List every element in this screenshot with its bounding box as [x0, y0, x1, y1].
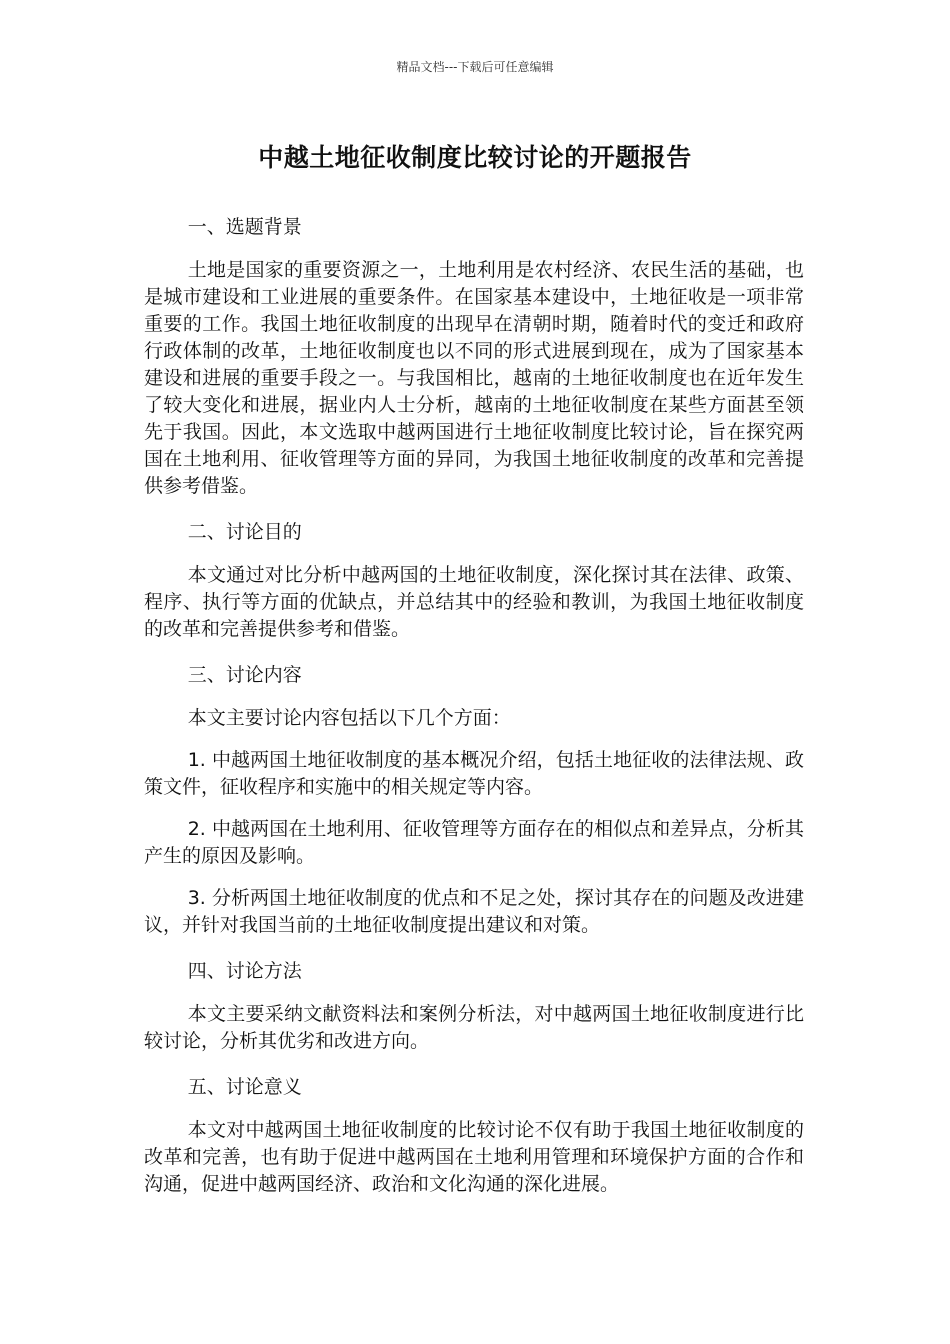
section-background [144, 210, 804, 500]
paragraph: 土地是国家的重要资源之一，土地利用是农村经济、农民生活的基础，也是城市建设和工业进展的重要条件。在国家基本建设中，土地征收是一项非常重要的工作。我国土地征收制度的出现早在清朝时期，随着时代的变迁和政府行政体制的改革，土地征收制度也以不同的形式进展到现在，成为了国家基本建设和进展的重要手段之一。与我国相比，越南的土地征收制度也在近年发生了较大变化和进展，据业内人士分析，越南的土地征收制度在某些方面甚至领先于我国。因此，本文选取中越两国进行土地征收制度比较讨论，旨在探究两国在土地利用、征收管理等方面的异同，为我国土地征收制度的改革和完善提供参考借鉴。 [144, 259, 804, 497]
section-purpose [144, 515, 804, 643]
section-heading: 四、讨论方法 [187, 960, 302, 982]
list-item: 3. 分析两国土地征收制度的优点和不足之处，探讨其存在的问题及改进建议，并针对我国当前的土地征收制度提出建议和对策。 [144, 887, 804, 936]
paragraph: 本文主要采纳文献资料法和案例分析法，对中越两国土地征收制度进行比较讨论，分析其优劣和改进方向。 [144, 1003, 804, 1052]
section-heading: 三、讨论内容 [187, 664, 302, 686]
section-significance [144, 1070, 804, 1198]
list-item: 2. 中越两国在土地利用、征收管理等方面存在的相似点和差异点，分析其产生的原因及影响。 [144, 818, 804, 867]
section-method [144, 954, 804, 1055]
header-note: 精品文档---下载后可任意编辑 [396, 60, 554, 74]
document-body [144, 210, 804, 1213]
section-content [144, 658, 804, 939]
list-item: 1. 中越两国土地征收制度的基本概况介绍，包括土地征收的法律法规、政策文件，征收程序和实施中的相关规定等内容。 [144, 749, 804, 798]
document-title: 中越土地征收制度比较讨论的开题报告 [258, 143, 692, 172]
paragraph: 本文主要讨论内容包括以下几个方面： [187, 707, 511, 729]
paragraph: 本文对中越两国土地征收制度的比较讨论不仅有助于我国土地征收制度的改革和完善，也有助于促进中越两国在土地利用管理和环境保护方面的合作和沟通，促进中越两国经济、政治和文化沟通的深化进展。 [144, 1119, 804, 1195]
section-heading: 五、讨论意义 [187, 1076, 302, 1098]
section-heading: 一、选题背景 [187, 216, 302, 238]
paragraph: 本文通过对比分析中越两国的土地征收制度，深化探讨其在法律、政策、程序、执行等方面的优缺点，并总结其中的经验和教训，为我国土地征收制度的改革和完善提供参考和借鉴。 [144, 564, 804, 640]
section-heading: 二、讨论目的 [187, 521, 302, 543]
